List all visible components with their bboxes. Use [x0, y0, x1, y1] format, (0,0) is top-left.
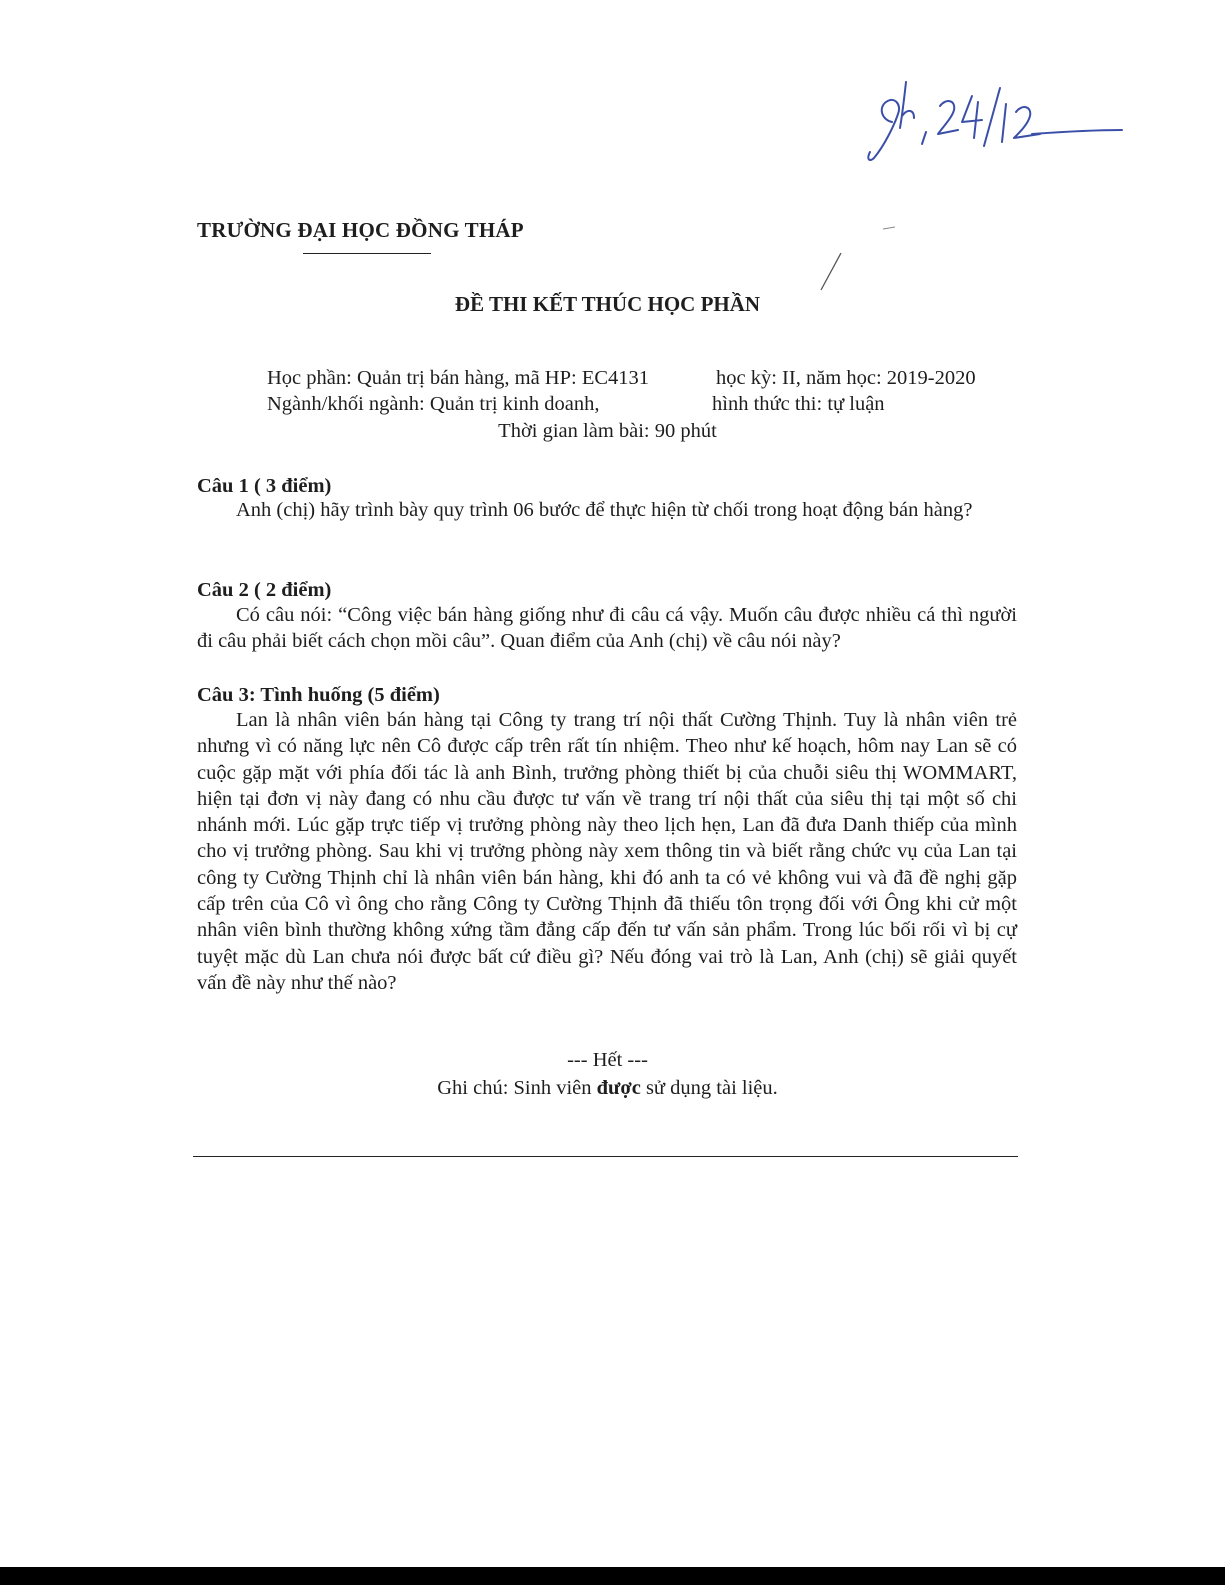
- pen-mark: [815, 250, 845, 295]
- school-name: TRƯỜNG ĐẠI HỌC ĐỒNG THÁP: [197, 218, 524, 242]
- exam-title: ĐỀ THI KẾT THÚC HỌC PHẦN: [454, 292, 761, 316]
- question-2-heading: Câu 2 ( 2 điểm): [197, 579, 332, 601]
- course-info: Học phần: Quản trị bán hàng, mã HP: EC4131: [267, 367, 650, 389]
- note-suffix: sử dụng tài liệu.: [640, 1077, 778, 1099]
- question-3-body: Lan là nhân viên bán hàng tại Công ty trang trí nội thất Cường Thịnh. Tuy là nhân viên trẻ nhưng vì có năng lực nên Cô được cấp trên rất tín nhiệm. Theo như kế hoạch, hôm nay Lan sẽ có cuộc gặp mặt với phía đối tác là anh Bình, trưởng phòng thiết bị của chuỗi siêu thị WOMMART, hiện tại đơn vị này đang có nhu cầu được tư vấn về trang trí nội thất của siêu thị tại một số chi nhánh mới. Lúc gặp trực tiếp vị trưởng phòng này theo lịch hẹn, Lan đã đưa Danh thiếp của mình cho vị trưởng phòng. Sau khi vị trưởng phòng này xem thông tin và biết rằng chức vụ của Lan tại công ty Cường Thịnh chỉ là nhân viên bán hàng, khi đó anh ta có vẻ không vui và đã đề nghị gặp cấp trên của Cô vì ông cho rằng Công ty Cường Thịnh đã thiếu tôn trọng đối với Ông khi cử một nhân viên bình thường không xứng tầm đẳng cấp đến tư vấn sản phẩm. Trong lúc bối rối vì bị cự tuyệt mặc dù Lan chưa nói được bất cứ điều gì? Nếu đóng vai trò là Lan, Anh (chị) sẽ giải quyết vấn đề này như thế nào?: [197, 709, 1017, 994]
- scan-border: [0, 1567, 1225, 1585]
- footer-note: [0, 1075, 1215, 1101]
- school-underline: [303, 253, 431, 254]
- exam-form-info: hình thức thi: tự luận: [712, 393, 885, 415]
- term-info: học kỳ: II, năm học: 2019-2020: [716, 367, 976, 389]
- note-emphasis: được: [596, 1077, 641, 1099]
- exam-duration: Thời gian làm bài: 90 phút: [498, 420, 717, 442]
- handwritten-note: [860, 60, 1130, 170]
- question-1-body: Anh (chị) hãy trình bày quy trình 06 bước để thực hiện từ chối trong hoạt động bán hàng?: [236, 499, 973, 521]
- pen-dot: [882, 226, 896, 230]
- bottom-divider: [193, 1156, 1018, 1157]
- question-3-heading: Câu 3: Tình huống (5 điểm): [197, 684, 440, 706]
- question-2-body: Có câu nói: “Công việc bán hàng giống như đi câu cá vậy. Muốn câu được nhiều cá thì người đi câu phải biết cách chọn mồi câu”. Quan điểm của Anh (chị) về câu nói này?: [197, 604, 1017, 653]
- note-prefix: Ghi chú: Sinh viên: [437, 1077, 597, 1099]
- question-1-heading: Câu 1 ( 3 điểm): [197, 475, 332, 497]
- end-mark: --- Hết ---: [567, 1049, 648, 1071]
- major-info: Ngành/khối ngành: Quản trị kinh doanh,: [267, 393, 600, 415]
